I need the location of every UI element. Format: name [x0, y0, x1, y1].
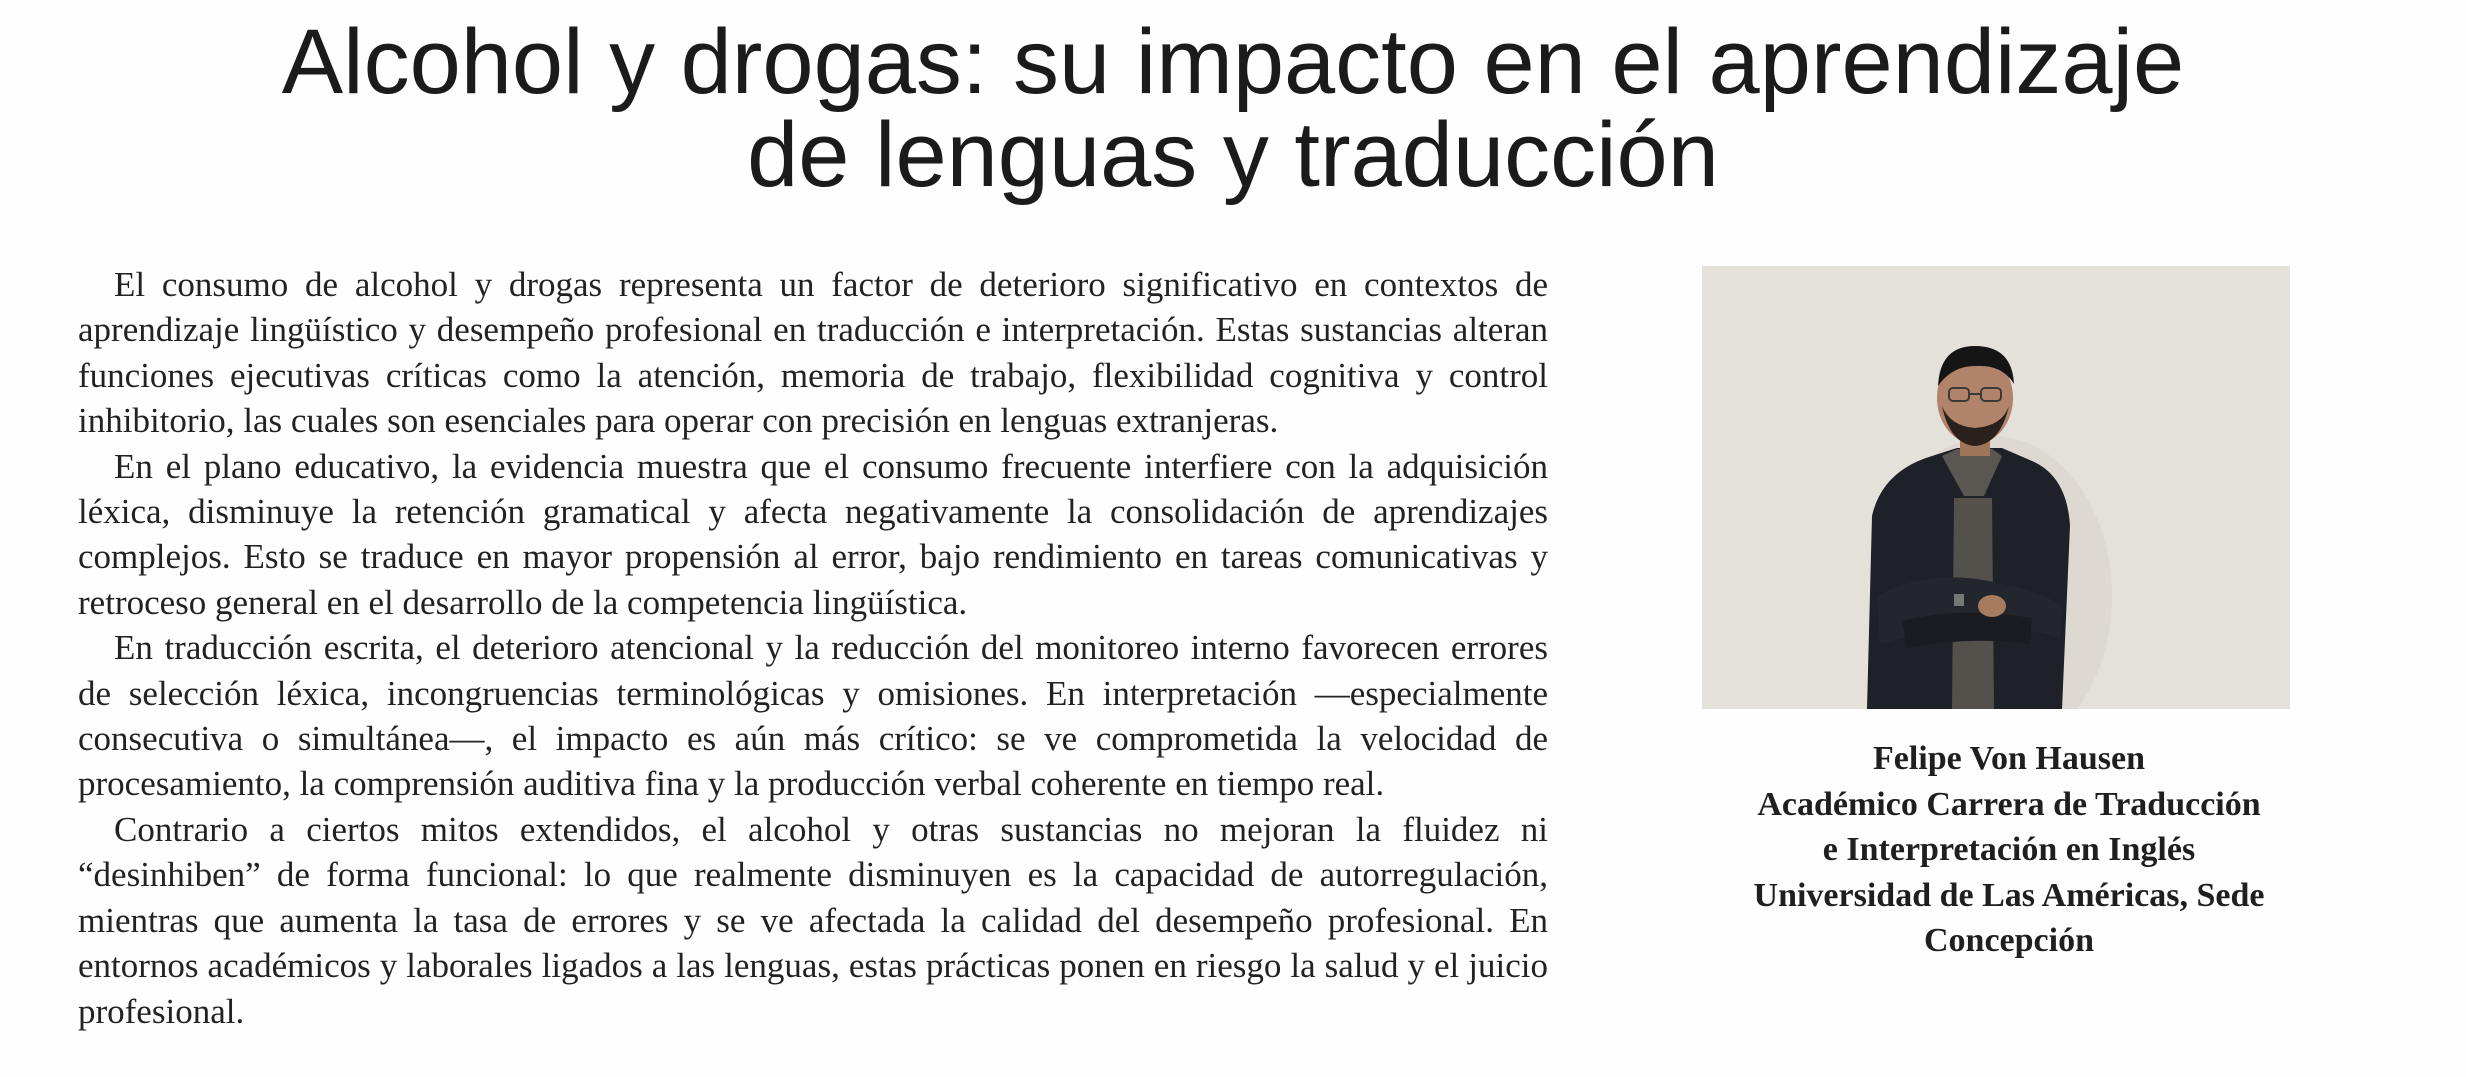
- author-affiliation-1: Universidad de Las Américas, Sede: [1753, 876, 2265, 914]
- paragraph-1: El consumo de alcohol y drogas representa un factor de deterioro significativo en contextos de aprendizaje lingüístico y desempeño profesional en traducción e interpretación. Estas sustancias alteran funciones ejecutivas críticas como la atención, memoria de trabajo, flexibilidad cognitiva y control inhibitorio, las cuales son esenciales para operar con precisión en lenguas extranjeras.: [78, 265, 1548, 441]
- author-role-2: e Interpretación en Inglés: [1822, 831, 2196, 868]
- title-line-1: Alcohol y drogas: su impacto en el aprendizaje: [281, 11, 2185, 113]
- author-role-1: Académico Carrera de Traducción: [1757, 785, 2261, 823]
- paragraph-4: Contrario a ciertos mitos extendidos, el alcohol y otras sustancias no mejoran la fluidez ni “desinhiben” de forma funcional: lo que realmente disminuyen es la capacidad de autorregulación, mientras que aumenta la tasa de errores y se ve afectada la calidad del desempeño profesional. En entornos académicos y laborales ligados a las lenguas, estas prácticas ponen en riesgo la salud y el juicio profesional.: [78, 809, 1548, 1031]
- article-body: [78, 262, 1548, 1034]
- author-photo: [1702, 266, 2290, 709]
- author-affiliation-2: Concepción: [1924, 922, 2094, 959]
- title-line-2: de lenguas y traducción: [747, 104, 1719, 206]
- author-name: Felipe Von Hausen: [1872, 740, 2146, 777]
- paragraph-2: En el plano educativo, la evidencia muestra que el consumo frecuente interfiere con la adquisición léxica, disminuye la retención gramatical y afecta negativamente la consolidación de aprendizajes complejos. Esto se traduce en mayor propensión al error, bajo rendimiento en tareas comunicativas y retroceso general en el desarrollo de la competencia lingüística.: [78, 446, 1548, 622]
- article-title: [0, 11, 2466, 206]
- author-portrait-illustration: [1702, 266, 2290, 709]
- paragraph-3: En traducción escrita, el deterioro atencional y la reducción del monitoreo interno favorecen errores de selección léxica, incongruencias terminológicas y omisiones. En interpretación —especialmente consecutiva o simultánea—, el impacto es aún más crítico: se ve comprometida la velocidad de procesamiento, la comprensión auditiva fina y la producción verbal coherente en tiempo real.: [78, 628, 1548, 804]
- author-caption: [1702, 736, 2316, 964]
